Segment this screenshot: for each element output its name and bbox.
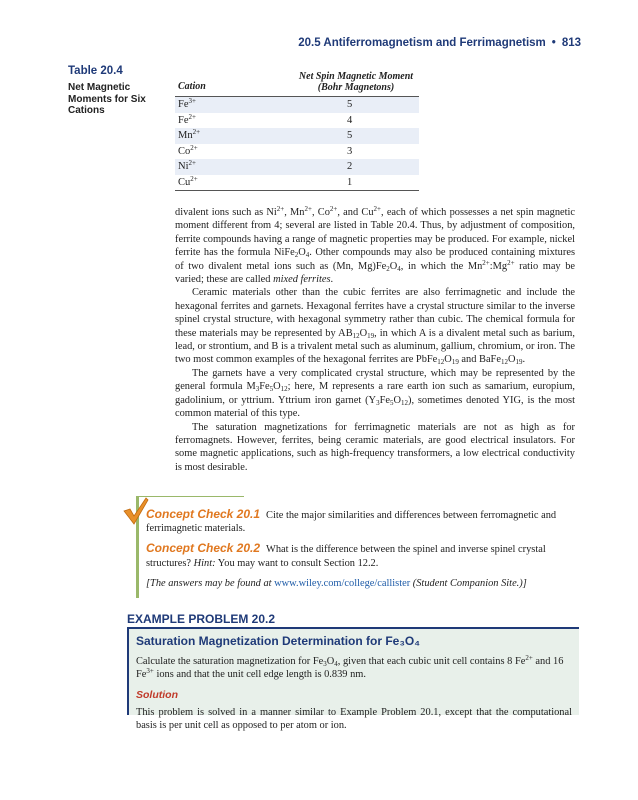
table-header (175, 68, 419, 96)
companion-site-link[interactable]: www.wiley.com/college/callister (274, 577, 411, 589)
column-header-cation: Cation (178, 81, 206, 92)
concept-check-1: Concept Check 20.1 Cite the major similarities and differences between ferromagnetic and ferrimagnetic materials. (146, 507, 557, 535)
table-body (175, 97, 419, 190)
concept-check-2: Concept Check 20.2 What is the difference between the spinel and inverse spinel crystal structures? Hint: You may want to consult Section 12.2. (146, 541, 546, 569)
magnetic-moment-table (175, 68, 419, 191)
cation-cell: $Fe^{2+}$ (178, 112, 196, 126)
table-row (175, 144, 419, 160)
body-text (175, 206, 575, 474)
answers-note: [The answers may be found at www.wiley.com/college/callister (Student Companion Site.)] (146, 577, 527, 589)
concept-check-box (136, 496, 578, 598)
paragraph: Ceramic materials other than the cubic ferrites are also ferrimagnetic and include the hexagonal ferrites and garnets. Hexagonal ferrites have a crystal structure similar to the inverse spinel crystal structure, with hexagonal symmetry rather than cubic. The chemical formula for these materials may be represented by $AB_{12}O_{19}$, in which A is a divalent metal such as barium, lead, or strontium, and B is a trivalent metal such as aluminum, gallium, chromium, or iron. The two most common examples of the hexagonal ferrites are $PbFe_{12}O_{19}$ and $BaFe_{12}O_{19}$. (175, 287, 575, 367)
paragraph: divalent ions such as $Ni^{2+}$, $Mn^{2+}$, $Co^{2+}$, and $Cu^{2+}$, each of which possesses a net spin magnetic moment different from 4; several are listed in Table 20.4. Thus, by adjustment of composition, ferrite compounds having a range of magnetic properties may be produced. For example, nickel ferrite has the formula $NiFe_2O_4$. Other compounds may also be produced containing mixtures of two divalent metal ions such as (Mn, $Mg)Fe_2O_4$, in which the $Mn^{2+}:Mg^{2+}$ ratio may be varied; these are called mixed ferrites. (175, 205, 576, 286)
cation-cell: $Ni^{2+}$ (178, 159, 196, 172)
cation-cell: $Mn^{2+}$ (178, 128, 201, 141)
cation-cell: $Fe^{3+}$ (178, 97, 196, 110)
example-statement: Calculate the saturation magnetization for $Fe_3O_4$, given that each cubic unit cell contains 8 $Fe^{2+}$ and 16 $Fe^{3+}$ ions and that the unit cell edge length is 0.839 nm. (136, 654, 564, 681)
moment-cell: 2 (347, 161, 353, 172)
table-row (175, 97, 419, 113)
moment-cell: 3 (347, 145, 353, 157)
paragraph: The saturation magnetizations for ferrimagnetic materials are not as high as for ferromagnets. However, ferrites, being ceramic materials, are good electrical insulators. For some magnetic applications, such as high-frequency transformers, a low electrical conductivity is most desirable. (175, 421, 575, 473)
example-heading: EXAMPLE PROBLEM 20.2 (127, 612, 276, 626)
moment-cell: 5 (347, 130, 353, 141)
solution-text: This problem is solved in a manner similar to Example Problem 20.1, except that the computational basis is per unit cell as opposed to per atom or ion. (136, 707, 572, 732)
table-row (175, 113, 419, 129)
moment-cell: 4 (347, 114, 353, 126)
example-title: Saturation Magnetization Determination for Fe₃O₄ (136, 634, 420, 648)
cation-cell: $Co^{2+}$ (178, 143, 198, 157)
separator: • (551, 37, 556, 49)
running-head (298, 37, 581, 49)
paragraph: The garnets have a very complicated crystal structure, which may be represented by the general formula $M_3Fe_5O_{12}$; here, M represents a rare earth ion such as samarium, europium, gadolinium, or yttrium. Yttrium iron garnet $(Y_3Fe_5O_{12})$, sometimes denoted YIG, is the most common material of this type. (175, 367, 575, 420)
column-header-moment: Net Spin Magnetic Moment (Bohr Magnetons) (298, 71, 414, 93)
moment-cell: 1 (347, 176, 353, 188)
table-row (175, 128, 419, 144)
table-caption: Net Magnetic Moments for Six Cations (68, 82, 146, 116)
solution-heading: Solution (136, 689, 178, 701)
moment-cell: 5 (347, 99, 353, 110)
cation-cell: $Cu^{2+}$ (178, 174, 198, 188)
section-title: 20.5 Antiferromagnetism and Ferrimagnetism (298, 37, 546, 49)
table-row (175, 175, 419, 191)
concept-check-1-title: Concept Check 20.1 (146, 507, 261, 521)
concept-check-2-title: Concept Check 20.2 (146, 541, 261, 556)
table-row (175, 159, 419, 175)
table-number: Table 20.4 (68, 65, 123, 77)
page-number: 813 (561, 37, 581, 49)
